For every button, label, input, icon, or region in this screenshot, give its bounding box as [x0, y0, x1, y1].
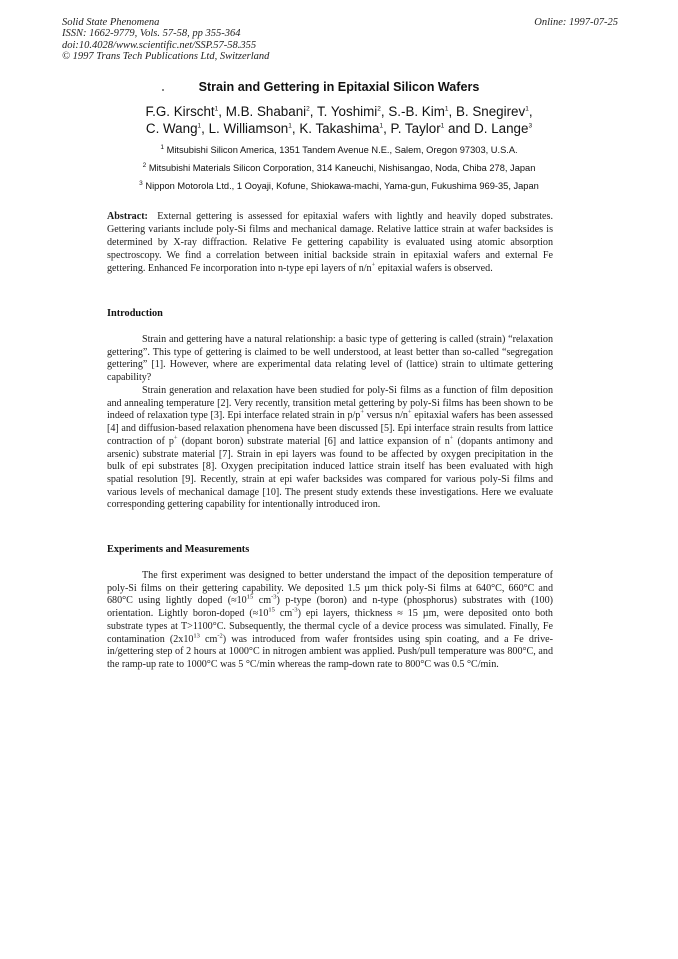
paragraph	[107, 334, 553, 385]
author-affiliation-mark: 1	[525, 105, 529, 113]
author-affiliation-mark: 1	[444, 105, 449, 113]
text-run: versus n/n	[364, 410, 408, 422]
text-run: cm	[199, 633, 218, 645]
abstract-text: External gettering is assessed for epitaxial wafers with lightly and heavily doped substrates. Gettering variants include poly-Si films and mechanical damage. Relative lattice strain at wafer backsides is determined by X-ray diffraction. Relative Fe gettering capability is evaluated using atomic absorption spectroscopy. We find a correlation between initial backside strain in epitaxial wafers and external Fe gettering. Enhanced Fe incorporation into n-type epi layers of n/n	[107, 211, 553, 274]
author-affiliation-mark: 1	[214, 105, 219, 113]
affiliation-text: Mitsubishi Silicon America, 1351 Tandem Avenue N.E., Salem, Oregon 97303, U.S.A.	[166, 145, 518, 155]
author-line-2	[0, 120, 678, 137]
author: C. Wang	[145, 121, 198, 136]
affiliation	[0, 159, 678, 177]
author: K. Takashima	[299, 121, 380, 136]
online-date: Online: 1997-07-25	[534, 17, 618, 28]
superscript: +	[407, 409, 412, 417]
superscript: -2	[217, 632, 223, 640]
author-affiliation-mark: 1	[379, 122, 384, 130]
abstract-tail: epitaxial wafers is observed.	[377, 262, 493, 274]
author: M.B. Shabani	[225, 104, 307, 119]
author: F.G. Kirscht	[145, 104, 215, 119]
abstract-label: Abstract:	[107, 211, 148, 222]
affiliation	[0, 141, 678, 159]
superscript: -3	[292, 606, 298, 614]
author-separator: and	[444, 121, 475, 136]
paragraph	[107, 570, 553, 672]
author-separator: ,	[528, 104, 533, 119]
author-affiliation-mark: 1	[440, 122, 445, 130]
text-run: (dopants antimony and arsenic) substrate material [7]. Strain in epi layers was found to be affected by oxygen precipitation in the bulk of epi substrates [8]. Oxygen precipitation induced lattice strain itself has been evaluated with high spatial resolution [9]. Recently, strain at epi wafer backsides was compared for various poly-Si films and various levels of mechanical damage [10]. The present study extends these investigations. Here we evaluate corresponding gettering capability for intentionally introduced iron.	[107, 435, 553, 511]
author-separator: ,	[380, 104, 389, 119]
author-separator: ,	[291, 121, 300, 136]
author-affiliation-mark: 2	[306, 105, 310, 113]
copyright-line: © 1997 Trans Tech Publications Ltd, Switzerland	[62, 51, 270, 63]
superscript: +	[360, 409, 365, 417]
author-separator: ,	[383, 121, 391, 136]
text-run: cm	[253, 595, 272, 607]
text-run: Strain generation and relaxation have been studied for poly-Si films as a function of film deposition and annealing temperature [2]. Very recently, transition metal gettering by poly-Si films has been shown to be indeed of relaxation type [3]. Epi interface related strain in p/p	[107, 385, 553, 422]
author-separator: ,	[218, 104, 226, 119]
paragraph-text: Strain and gettering have a natural relationship: a basic type of gettering is called (strain) “relaxation gettering”. This type of gettering is claimed to be well understood, at least better than so-called “segregation gettering” [1]. However, where are experimental data relating level of (lattice) strain to ultimate gettering capability?	[107, 334, 553, 384]
text-run: The first experiment was designed to better understand the impact of the deposition temperature of poly-Si films on their gettering capability. We deposited 1.5 µm thick poly-Si films at 640°C, 660°C and 680°C using lightly doped (≈10	[107, 570, 553, 607]
author-affiliation-mark: 2	[377, 105, 381, 113]
section-heading-experiments: Experiments and Measurements	[107, 544, 250, 555]
author: D. Lange	[474, 121, 529, 136]
doi-line: doi:10.4028/www.scientific.net/SSP.57-58.355	[62, 39, 257, 51]
author-separator: ,	[448, 104, 456, 119]
text-run: ) was introduced from wafer frontsides using spin coating, and a Fe drive-in/gettering step of 2 hours at 1000°C in nitrogen ambient was applied. Push/pull temperature was 800°C, and the ramp-up rate to 1000°C was 5 °C/min whereas the ramp-down rate to 800°C was 0.5 °C/min.	[107, 633, 553, 670]
superscript: +	[173, 434, 178, 442]
section-heading-introduction: Introduction	[107, 308, 163, 319]
affiliation	[0, 177, 678, 195]
issn-line: ISSN: 1662-9779, Vols. 57-58, pp 355-364	[62, 28, 241, 40]
superscript: +	[449, 434, 454, 442]
author-separator: ,	[309, 104, 317, 119]
superscript: 15	[268, 606, 275, 614]
text-run: ) epi layers, thickness ≈ 15 µm, were deposited onto both substrate types at T>1100°C. Subsequently, the thermal cycle of a device process was simulated. Finally, Fe contamination (2x10	[107, 608, 553, 645]
superscript: 15	[246, 594, 254, 602]
author-affiliation-mark: 3	[528, 122, 533, 130]
text-run: (dopant boron) substrate material [6] and lattice expansion of n	[177, 435, 450, 447]
author-affiliation-mark: 1	[288, 122, 292, 130]
author: T. Yoshimi	[316, 104, 378, 119]
superscript: +	[371, 261, 376, 269]
author: B. Snegirev	[455, 104, 526, 119]
superscript: -3	[271, 594, 277, 602]
affiliation-number: 1	[160, 143, 164, 151]
paragraph	[107, 385, 553, 512]
author-separator: ,	[201, 121, 209, 136]
superscript: 13	[193, 632, 200, 640]
text-run: cm	[274, 608, 293, 620]
affiliation-text: Nippon Motorola Ltd., 1 Ooyaji, Kofune, Shiokawa-machi, Yama-gun, Fukushima 969-35, Japan	[145, 181, 539, 191]
text-run: ) p-type (boron) and n-type (phosphorus) substrates with (100) orientation. Lightly boron-doped (≈10	[107, 595, 553, 620]
journal-name: Solid State Phenomena	[62, 17, 160, 28]
text-run: epitaxial wafers has been assessed [4] and diffusion-based relaxation phenomena have been discussed [5]. Epi interface strain results from lattice contraction of p	[107, 410, 553, 447]
affiliation-list	[0, 141, 678, 195]
author: S.-B. Kim	[388, 104, 445, 119]
affiliation-text: Mitsubishi Materials Silicon Corporation, 314 Kaneuchi, Nishisangao, Noda, Chiba 278, Japan	[148, 163, 536, 173]
author-affiliation-mark: 1	[197, 122, 202, 130]
author-line-1	[0, 103, 678, 120]
abstract	[107, 211, 553, 276]
author: P. Taylor	[390, 121, 441, 136]
author-list	[0, 103, 678, 137]
affiliation-number: 2	[142, 161, 147, 169]
journal-header	[62, 17, 269, 63]
author: L. Williamson	[208, 121, 289, 136]
paper-title: Strain and Gettering in Epitaxial Silicon Wafers	[198, 80, 480, 94]
affiliation-number: 3	[139, 179, 143, 187]
